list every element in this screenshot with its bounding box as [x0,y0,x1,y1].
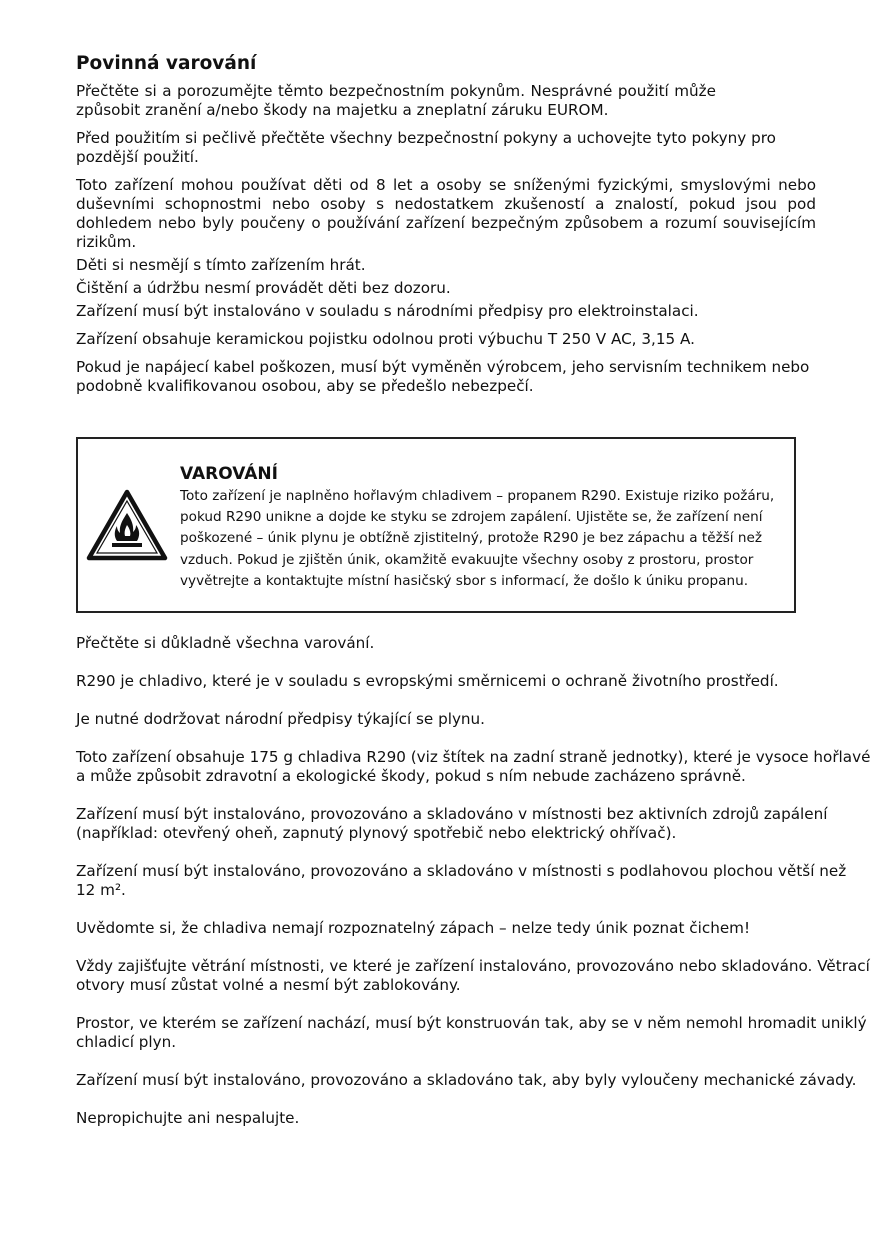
paragraph-ventilation: Vždy zajišťujte větrání místnosti, ve které je zařízení instalováno, provozováno nebo skladováno. Větrací otvory musí zůstat volné a nesmí být zablokovány. [76,957,870,994]
paragraph-floor-area [76,862,875,900]
paragraph-read-warnings: Přečtěte si důkladně všechna varování. [76,634,375,652]
intro-paragraph-4: Děti si nesmějí s tímto zařízením hrát. [76,256,366,274]
paragraph-gas-regulations: Je nutné dodržovat národní předpisy týkající se plynu. [76,710,486,728]
intro-paragraph-3: Toto zařízení mohou používat děti od 8 let a osoby se sníženými fyzickými, smyslovými nebo duševními schopnostmi nebo osoby s nedostatkem zkušeností a znalostí, pokud jsou pod dohledem nebo byly poučeny o používání zařízení bezpečným způsobem a rozumí souvisejícím rizikům. [76,176,816,251]
intro-paragraph-1: Přečtěte si a porozumějte těmto bezpečnostním pokynům. Nesprávné použití může způsobit zranění a/nebo škody na majetku a zneplatní záruku EUROM. [76,82,716,119]
floor-area-value: 12 m². [76,881,126,899]
intro-paragraph-7: Zařízení obsahuje keramickou pojistku odolnou proti výbuchu T 250 V AC, 3,15 A. [76,330,695,348]
intro-paragraph-6: Zařízení musí být instalováno v souladu s národními předpisy pro elektroinstalaci. [76,302,699,320]
paragraph-no-odor: Uvědomte si, že chladiva nemají rozpoznatelný zápach – nelze tedy únik poznat čichem! [76,919,751,937]
warning-title: VAROVÁNÍ [180,464,278,484]
paragraph-gas-accumulation: Prostor, ve kterém se zařízení nachází, musí být konstruován tak, aby se v něm nemohl hromadit uniklý chladicí plyn. [76,1014,867,1051]
floor-area-text: Zařízení musí být instalováno, provozováno a skladováno v místnosti s podlahovou plochou větší než [76,862,847,880]
paragraph-no-puncture: Nepropichujte ani nespalujte. [76,1109,300,1127]
intro-paragraph-5: Čištění a údržbu nesmí provádět děti bez dozoru. [76,279,451,297]
intro-paragraph-2: Před použitím si pečlivě přečtěte všechny bezpečnostní pokyny a uchovejte tyto pokyny pro pozdější použití. [76,129,776,166]
warning-content [180,463,780,592]
flammable-warning-icon [86,489,168,561]
warning-text: Toto zařízení je naplněno hořlavým chladivem – propanem R290. Existuje riziko požáru, pokud R290 unikne a dojde ke styku se zdrojem zapálení. Ujistěte se, že zařízení není poškozené – únik plynu je obtížně zjistitelný, protože R290 je bez zápachu a těžší než vzduch. Pokud je zjištěn únik, okamžitě evakuujte všechny osoby z prostoru, prostor vyvětrejte a kontaktujte místní hasičský sbor s informací, že došlo k úniku propanu. [180,488,775,589]
page-title: Povinná varování [76,53,257,74]
document-page [76,52,871,1128]
paragraph-mechanical-damage: Zařízení musí být instalováno, provozováno a skladováno tak, aby byly vyloučeny mechanické závady. [76,1071,857,1089]
warning-box [76,437,796,613]
paragraph-ignition-sources: Zařízení musí být instalováno, provozováno a skladováno v místnosti bez aktivních zdrojů zapálení (například: otevřený oheň, zapnutý plynový spotřebič nebo elektrický ohřívač). [76,805,828,842]
intro-paragraph-8: Pokud je napájecí kabel poškozen, musí být vyměněn výrobcem, jeho servisním technikem nebo podobně kvalifikovanou osobou, aby se předešlo nebezpečí. [76,358,810,395]
paragraph-r290-refrigerant: R290 je chladivo, které je v souladu s evropskými směrnicemi o ochraně životního prostředí. [76,672,779,690]
paragraph-refrigerant-amount: Toto zařízení obsahuje 175 g chladiva R290 (viz štítek na zadní straně jednotky), které je vysoce hořlavé a může způsobit zdravotní a ekologické škody, pokud s ním nebude zacházeno správně. [76,748,871,785]
